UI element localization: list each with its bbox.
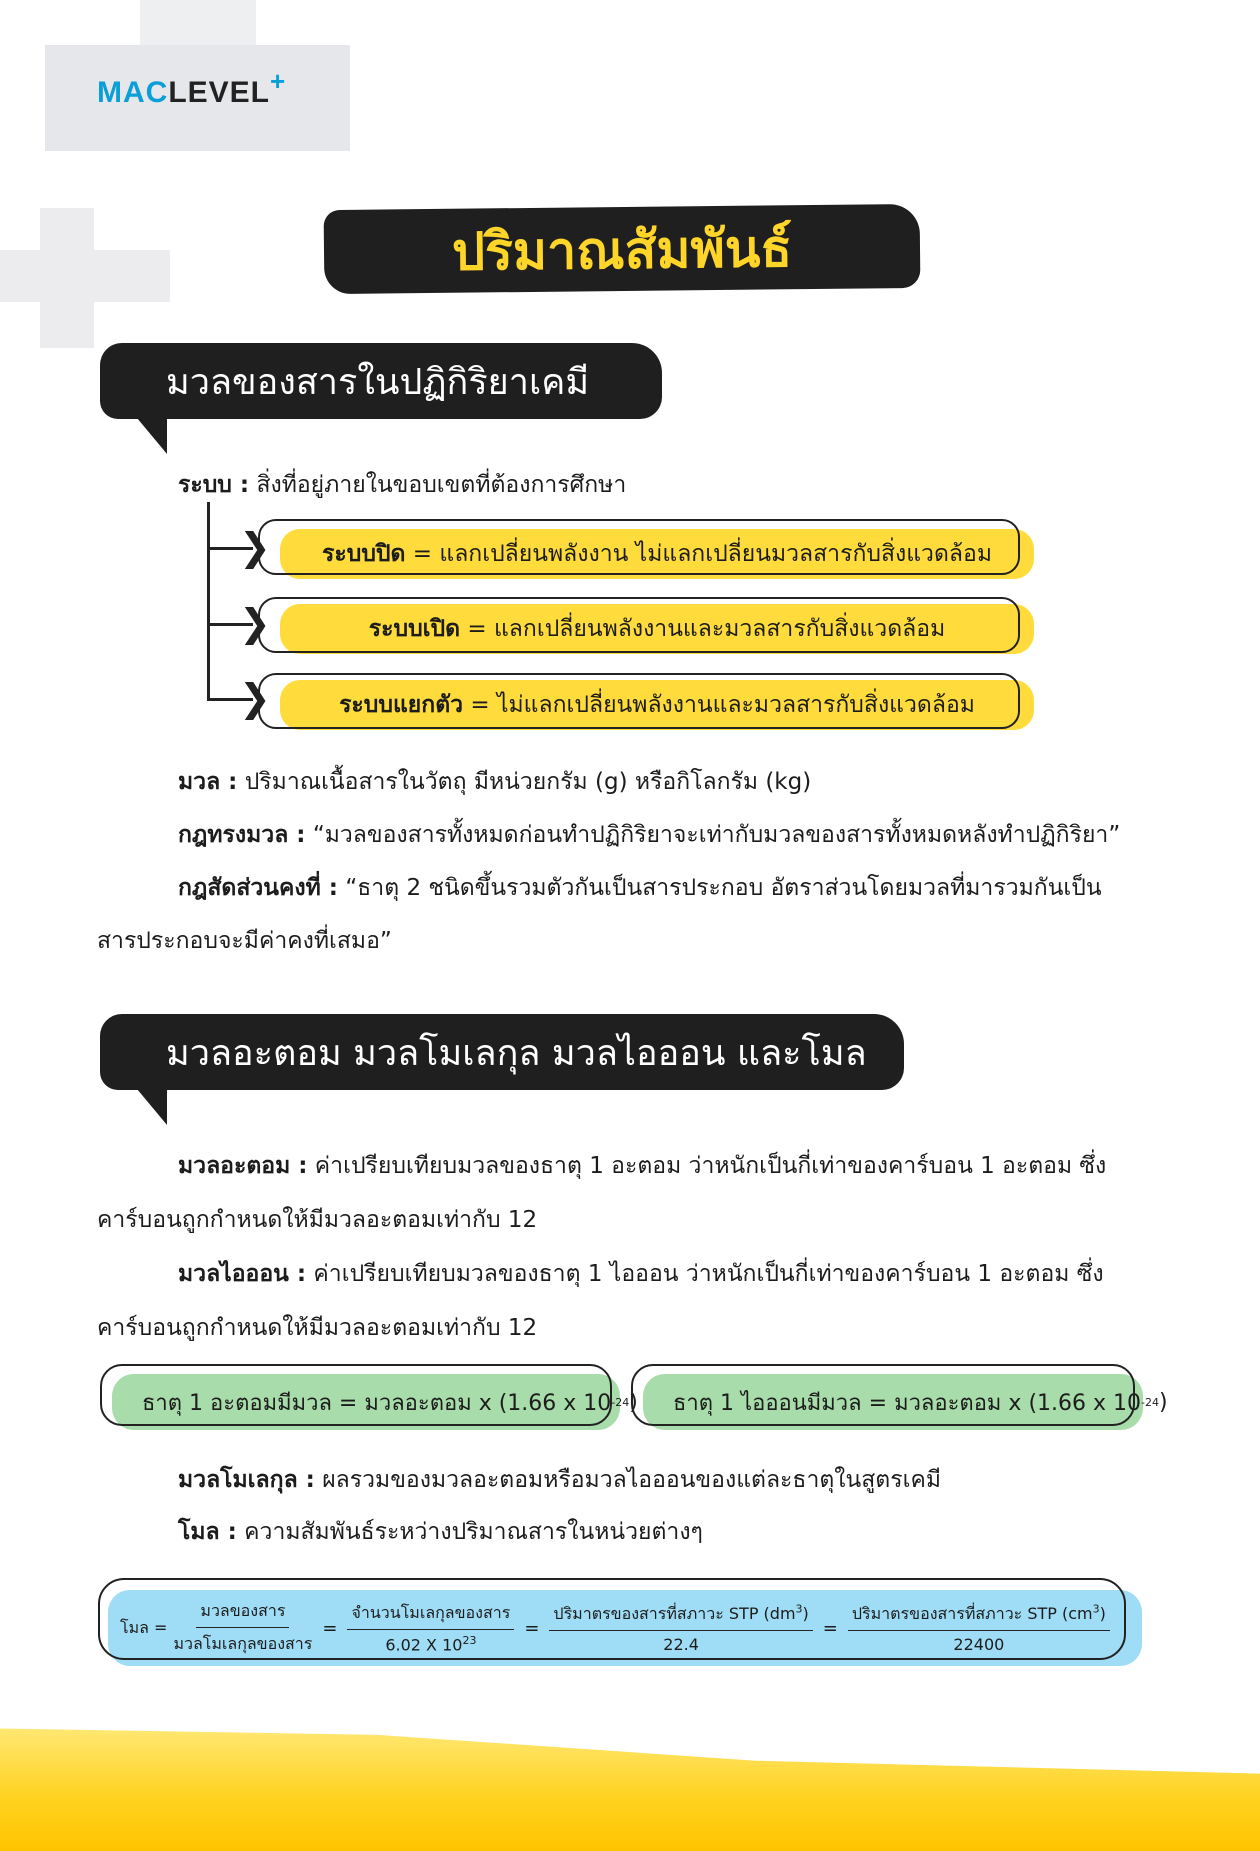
background-cross-shape [140,0,256,45]
mole-definition: โมล : ความสัมพันธ์ระหว่างปริมาณสารในหน่วยต่างๆ [178,1519,703,1545]
background-cross-shape [40,208,94,348]
mole-lhs: โมล = [120,1617,168,1637]
formula-outline [631,1364,1135,1426]
brand-logo: MACLEVEL+ [97,66,287,109]
section1-heading-banner [100,343,662,419]
section2-heading: มวลอะตอม มวลโมเลกุล มวลไอออน และโมล [166,1032,867,1074]
closed-system-pill: ระบบปิด = แลกเปลี่ยนพลังงาน ไม่แลกเปลี่ยนมวลสารกับสิ่งแวดล้อม [280,529,1034,579]
page-title: ปริมาณสัมพันธ์ [451,218,793,283]
fraction-volume-cm3: $\frac{ปริมาตรของสารที่สภาวะ STP (cm^3)}{22400}$ [848,1602,1110,1654]
law-definite-proportions-cont: สารประกอบจะมีค่าคงที่เสมอ” [97,928,392,954]
formula-outline [98,1578,1126,1660]
ion-mass-formula: ธาตุ 1 ไอออนมีมวล = มวลอะตอม x (1.66 x 10 -24 ) [643,1374,1143,1430]
ion-mass-definition-cont: คาร์บอนถูกกำหนดให้มีมวลอะตอมเท่ากับ 12 [97,1315,538,1341]
speech-tail [137,1089,167,1125]
molecular-mass-definition: มวลโมเลกุล : ผลรวมของมวลอะตอมหรือมวลไอออนของแต่ละธาตุในสูตรเคมี [178,1467,941,1493]
section2-heading-banner [100,1014,904,1090]
atom-mass-formula: ธาตุ 1 อะตอมมีมวล = มวลอะตอม x (1.66 x 10 -24 ) [112,1374,620,1430]
atomic-mass-definition-cont: คาร์บอนถูกกำหนดให้มีมวลอะตอมเท่ากับ 12 [97,1207,538,1233]
open-system-pill: ระบบเปิด = แลกเปลี่ยนพลังงานและมวลสารกับสิ่งแวดล้อม [280,604,1034,654]
system-definition: ระบบ : สิ่งที่อยู่ภายในขอบเขตที่ต้องการศึกษา [178,472,627,498]
fraction-molecules: $\frac{\text{จำนวนโมเลกุลของสาร}}{6.02 X 10^{23}}$ [347,1601,514,1654]
atomic-mass-definition: มวลอะตอม : ค่าเปรียบเทียบมวลของธาตุ 1 อะตอม ว่าหนักเป็นกี่เท่าของคาร์บอน 1 อะตอม ซึ่ง [178,1153,1107,1179]
section1-heading: มวลของสารในปฏิกิริยาเคมี [166,361,590,403]
pill-outline [258,673,1020,729]
ion-mass-definition: มวลไอออน : ค่าเปรียบเทียบมวลของธาตุ 1 ไอออน ว่าหนักเป็นกี่เท่าของคาร์บอน 1 อะตอม ซึ่ง [178,1261,1104,1287]
pill-outline [258,519,1020,575]
page-title-banner [324,204,921,294]
mole-formula: โมล = $\frac{\text{มวลของสาร}}{\text{มวลโมเลกุลของสาร}}$ = $\frac{\text{จำนวนโมเลกุลของสาร}}{6.02 X 10^{23}}$ = $\frac{ปริมาตรของสารที่สภาวะ STP (dm^3)}{22.4}$ = $\frac{ปริมาตรของสารที่สภาวะ STP (cm^3)}{22400}$ [108,1590,1142,1666]
mass-definition: มวล : ปริมาณเนื้อสารในวัตถุ มีหน่วยกรัม (g) หรือกิโลกรัม (kg) [178,769,812,795]
speech-tail [137,418,167,454]
law-definite-proportions: กฎสัดส่วนคงที่ : “ธาตุ 2 ชนิดขึ้นรวมตัวกันเป็นสารประกอบ อัตราส่วนโดยมวลที่มารวมกันเป็น [178,875,1102,901]
bottom-yellow-band [0,1722,1260,1851]
arrow-right-icon: ❯ [239,676,271,720]
formula-outline [100,1364,612,1426]
isolated-system-pill: ระบบแยกตัว = ไม่แลกเปลี่ยนพลังงานและมวลสารกับสิ่งแวดล้อม [280,680,1034,730]
fraction-mass: $\frac{\text{มวลของสาร}}{\text{มวลโมเลกุลของสาร}}$ [173,1601,313,1653]
pill-outline [258,597,1020,653]
law-conservation-of-mass: กฎทรงมวล : “มวลของสารทั้งหมดก่อนทำปฏิกิริยาจะเท่ากับมวลของสารทั้งหมดหลังทำปฏิกิริยา” [178,822,1121,848]
arrow-right-icon: ❯ [239,601,271,645]
arrow-right-icon: ❯ [239,525,271,569]
tree-connector [207,502,210,698]
fraction-volume-dm3: $\frac{ปริมาตรของสารที่สภาวะ STP (dm^3)}{22.4}$ [549,1602,812,1654]
